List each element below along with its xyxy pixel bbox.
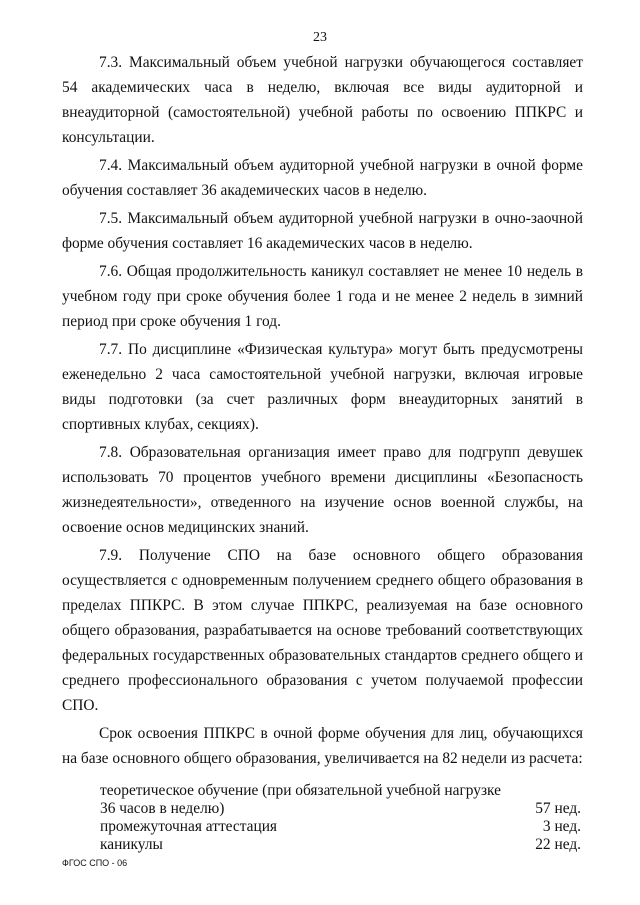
paragraph-7-5: 7.5. Максимальный объем аудиторной учебной нагрузки в очно-заочной форме обучения составляет 16 академических часов в неделю. xyxy=(62,210,583,252)
paragraph-duration: Срок освоения ППКРС в очной форме обучения для лиц, обучающихся на базе основного общего образования, увеличивается на 82 недели из расчета: xyxy=(62,725,583,767)
schedule-value: 22 нед. xyxy=(535,836,581,853)
paragraph-7-3: 7.3. Максимальный объем учебной нагрузки обучающегося составляет 54 академических часа в неделю, включая все виды аудиторной и внеаудиторной (самостоятельной) учебной работы по освоению ППКРС и консультации. xyxy=(62,54,583,146)
paragraph-7-6: 7.6. Общая продолжительность каникул составляет не менее 10 недель в учебном году при сроке обучения более 1 года и не менее 2 недель в зимний период при сроке обучения 1 год. xyxy=(62,263,583,330)
schedule-row-vacation xyxy=(100,836,581,854)
document-body xyxy=(62,50,583,854)
paragraph-7-9: 7.9. Получение СПО на базе основного общего образования осуществляется с одновременным получением среднего общего образования в пределах ППКРС. В этом случае ППКРС, реализуемая на базе основного общего образования, разрабатывается на основе требований соответствующих федеральных государственных образовательных стандартов среднего общего и среднего профессионального образования с учетом получаемой профессии СПО. xyxy=(62,547,583,714)
schedule-value: 3 нед. xyxy=(542,818,581,835)
schedule-row-theory xyxy=(100,782,581,818)
schedule-label: промежуточная аттестация xyxy=(100,818,278,835)
paragraph-7-8: 7.8. Образовательная организация имеет право для подгрупп девушек использовать 70 процентов учебного времени дисциплины «Безопасность жизнедеятельности», отведенного на изучение основ военной службы, на освоение основ медицинских знаний. xyxy=(62,444,583,536)
schedule-label: каникулы xyxy=(100,836,163,853)
footer-code: ФГОС СПО - 06 xyxy=(62,858,128,868)
paragraph-7-4: 7.4. Максимальный объем аудиторной учебной нагрузки в очной форме обучения составляет 36 академических часов в неделю. xyxy=(62,157,583,199)
schedule-row-attestation xyxy=(100,818,581,836)
page-number: 23 xyxy=(313,30,327,45)
schedule-label: теоретическое обучение (при обязательной учебной нагрузке 36 часов в неделю) xyxy=(100,782,501,817)
schedule-value: 57 нед. xyxy=(535,800,581,817)
schedule-list xyxy=(100,782,581,854)
paragraph-7-7: 7.7. По дисциплине «Физическая культура» могут быть предусмотрены еженедельно 2 часа самостоятельной учебной нагрузки, включая игровые виды подготовки (за счет различных форм внеаудиторных занятий в спортивных клубах, секциях). xyxy=(62,341,583,433)
